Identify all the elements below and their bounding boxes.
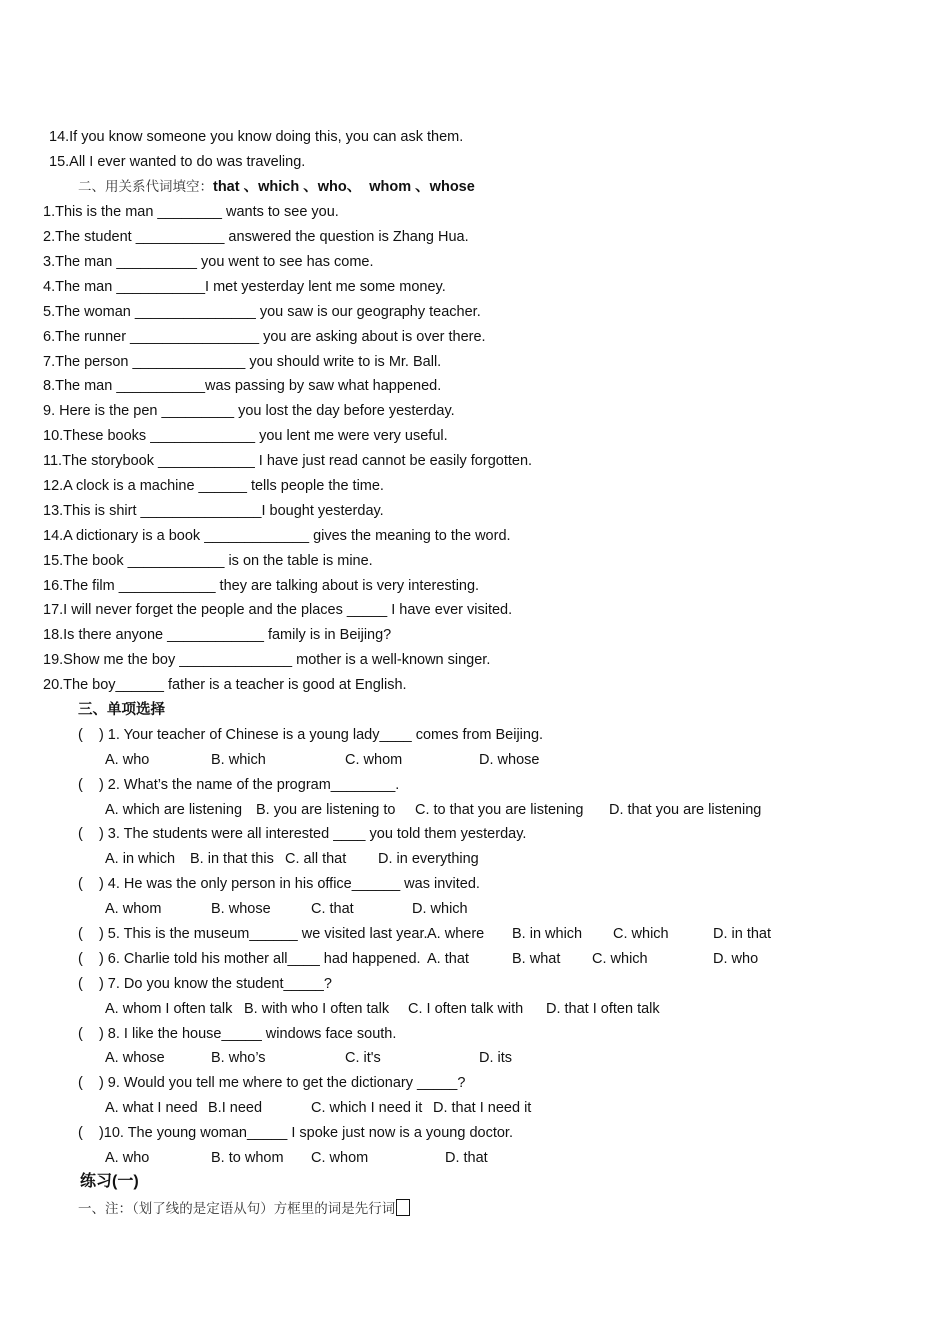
q2-option-c: C. to that you are listening <box>415 802 584 818</box>
q7-option-b: B. with who I often talk <box>244 1001 390 1017</box>
fill-item: 14.A dictionary is a book _____________ gives the meaning to the word. <box>43 528 511 544</box>
q9-option-a: A. what I need <box>105 1100 198 1116</box>
q8-option-a: A. whose <box>105 1050 165 1066</box>
exercise-note: 一、注：（划了线的是定语从句）方框里的词是先行词 <box>78 1201 396 1217</box>
fill-item: 20.The boy______ father is a teacher is good at English. <box>43 677 407 693</box>
q10-option-b: B. to whom <box>211 1150 284 1166</box>
intro-line-14: 14.If you know someone you know doing this, you can ask them. <box>49 129 464 145</box>
q9-option-d: D. that I need it <box>433 1100 532 1116</box>
q10-option-c: C. whom <box>311 1150 369 1166</box>
section2-heading-words: that 、which 、who、 whom 、whose <box>213 179 475 195</box>
fill-item: 1.This is the man ________ wants to see you. <box>43 204 339 220</box>
exercise-title: 练习(一) <box>80 1173 139 1190</box>
q1-option-d: D. whose <box>479 752 540 768</box>
fill-item: 10.These books _____________ you lent me were very useful. <box>43 428 448 444</box>
q5-option-a: A. where <box>427 926 485 942</box>
fill-item: 11.The storybook ____________ I have just read cannot be easily forgotten. <box>43 453 533 469</box>
antecedent-box-icon <box>396 1199 410 1216</box>
q10-option-a: A. who <box>105 1150 150 1166</box>
q7-option-a: A. whom I often talk <box>105 1001 233 1017</box>
question-3: ( ) 3. The students were all interested ____ you told them yesterday. <box>78 826 527 842</box>
q9-option-b: B.I need <box>208 1100 263 1116</box>
fill-item: 15.The book ____________ is on the table is mine. <box>43 553 373 569</box>
intro-line-15: 15.All I ever wanted to do was traveling. <box>49 154 306 170</box>
q8-option-d: D. its <box>479 1050 513 1066</box>
fill-item: 6.The runner ________________ you are asking about is over there. <box>43 329 486 345</box>
exercise-note-line <box>78 1199 410 1218</box>
fill-item: 2.The student ___________ answered the question is Zhang Hua. <box>43 229 469 245</box>
fill-item: 16.The film ____________ they are talking about is very interesting. <box>43 578 480 594</box>
q3-option-a: A. in which <box>105 851 176 867</box>
q7-option-d: D. that I often talk <box>546 1001 660 1017</box>
q6-option-c: C. which <box>592 951 648 967</box>
fill-item: 12.A clock is a machine ______ tells people the time. <box>43 478 384 494</box>
question-4: ( ) 4. He was the only person in his office______ was invited. <box>78 876 480 892</box>
q4-option-b: B. whose <box>211 901 271 917</box>
q2-option-b: B. you are listening to <box>256 802 396 818</box>
fill-item: 3.The man __________ you went to see has come. <box>43 254 374 270</box>
q8-option-c: C. it's <box>345 1050 381 1066</box>
question-7: ( ) 7. Do you know the student_____? <box>78 976 332 992</box>
section3-heading: 三、单项选择 <box>78 702 165 718</box>
fill-item: 19.Show me the boy ______________ mother is a well-known singer. <box>43 652 491 668</box>
fill-item: 4.The man ___________I met yesterday lent me some money. <box>43 279 446 295</box>
q1-option-a: A. who <box>105 752 150 768</box>
question-9: ( ) 9. Would you tell me where to get the dictionary _____? <box>78 1075 466 1091</box>
q6-option-a: A. that <box>427 951 469 967</box>
q9-option-c: C. which I need it <box>311 1100 423 1116</box>
q4-option-c: C. that <box>311 901 354 917</box>
q3-option-d: D. in everything <box>378 851 479 867</box>
q4-option-d: D. which <box>412 901 468 917</box>
question-2: ( ) 2. What’s the name of the program________. <box>78 777 400 793</box>
section2-heading <box>78 178 475 196</box>
q8-option-b: B. who’s <box>211 1050 266 1066</box>
q5-option-b: B. in which <box>512 926 583 942</box>
q3-option-c: C. all that <box>285 851 347 867</box>
question-10: ( )10. The young woman_____ I spoke just now is a young doctor. <box>78 1125 513 1141</box>
q2-option-d: D. that you are listening <box>609 802 762 818</box>
q6-option-b: B. what <box>512 951 561 967</box>
fill-item: 5.The woman _______________ you saw is our geography teacher. <box>43 304 481 320</box>
q3-option-b: B. in that this <box>190 851 274 867</box>
fill-item: 9. Here is the pen _________ you lost the day before yesterday. <box>43 403 455 419</box>
section2-heading-cn: 二、用关系代词填空： <box>78 179 213 195</box>
fill-item: 7.The person ______________ you should write to is Mr. Ball. <box>43 354 442 370</box>
fill-item: 13.This is shirt _______________I bought yesterday. <box>43 503 384 519</box>
q2-option-a: A. which are listening <box>105 802 243 818</box>
q1-option-c: C. whom <box>345 752 403 768</box>
q7-option-c: C. I often talk with <box>408 1001 524 1017</box>
q6-option-d: D. who <box>713 951 759 967</box>
question-6: ( ) 6. Charlie told his mother all____ had happened. <box>78 951 421 967</box>
question-1: ( ) 1. Your teacher of Chinese is a young lady____ comes from Beijing. <box>78 727 544 743</box>
q5-option-d: D. in that <box>713 926 772 942</box>
q1-option-b: B. which <box>211 752 266 768</box>
question-8: ( ) 8. I like the house_____ windows face south. <box>78 1026 397 1042</box>
fill-item: 8.The man ___________was passing by saw what happened. <box>43 378 442 394</box>
fill-item: 17.I will never forget the people and the places _____ I have ever visited. <box>43 602 513 618</box>
q10-option-d: D. that <box>445 1150 488 1166</box>
q4-option-a: A. whom <box>105 901 162 917</box>
q5-option-c: C. which <box>613 926 669 942</box>
fill-item: 18.Is there anyone ____________ family is in Beijing? <box>43 627 392 643</box>
question-5: ( ) 5. This is the museum______ we visited last year. <box>78 926 428 942</box>
